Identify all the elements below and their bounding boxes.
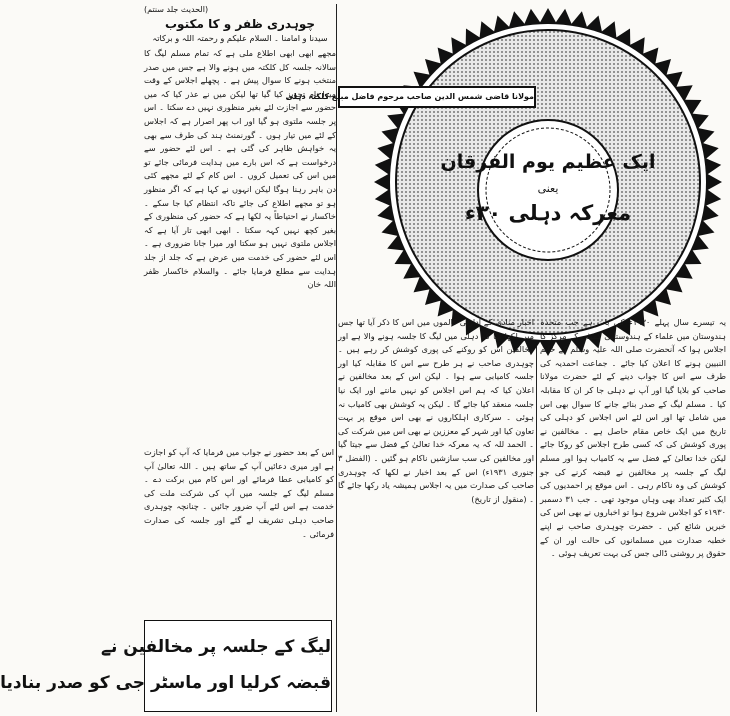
letter-column	[144, 4, 336, 444]
emblem-title-line1: ایک عظیم یوم الفرقان	[440, 151, 656, 173]
author-banner: مولانا قاضی شمس الدین صاحب مرحوم فاضل مبلغ کلکتہ دہلی	[338, 86, 536, 108]
emblem-label-small: یعنی	[537, 182, 559, 195]
column-divider	[336, 4, 337, 712]
letter-body: مجھے ابھی ابھی اطلاع ملی ہے کہ تمام مسلم لیگ کا سالانہ جلسہ کل کلکتہ میں ہونے والا ہے جس میں صدر منتخب ہونے کا سوال پیش ہے ۔ پچھلے اجلاس کے وقت میرا نام تجویز کیا گیا تھا لیکن میں نے عذر کیا کہ میں حضور سے اجازت لئے بغیر منظوری نہیں دے سکتا ۔ اس پر جلسہ ملتوی ہو گیا اور اب پھر اصرار ہے کہ اجلاس کے لئے میں تیار ہوں ۔ گورنمنٹ ہند کی طرف سے بھی یہ خواہش ظاہر کی گئی ہے ۔ اس لئے حضور سے درخواست ہے کہ اس بارے میں ہدایت فرمائی جائے تو میں اس کی تعمیل کروں ۔ اس کام کے لئے مجھے کئی دن باہر رہنا ہوگا لیکن انہوں نے کہا ہے کہ اگر منظور ہو تو مجھے اطلاع کی جائے تاکہ انتظام کیا جا سکے ۔ خاکسار نے احتیاطاً یہ لکھا ہے کہ حضور کی منظوری کے بغیر کچھ نہیں کہہ سکتا ۔ ابھی ابھی تار آیا ہے کہ اجلاس ملتوی نہیں ہو سکتا اور میرا جانا ضروری ہے ۔ اس لئے حضور کی خدمت میں عرض ہے کہ جلد از جلد ہدایت سے مطلع فرمایا جائے ۔ والسلام خاکسار ظفر اللہ خان	[144, 48, 336, 290]
article-column-right: یہ تیسرے سال پہلے ۱۹۳۰ء کی بات ہے جب متحدہ ہندوستان میں علماء کے ہندوستانی کمیٹی کے مرکز کا اجلاس ہوا کہ آنحضرت صلی اللہ علیہ وسلم کے خاتم النبیین ہونے کا اعلان کیا جائے ۔ جماعت احمدیہ کی طرف سے اس کا جواب دینے کے لئے حضرت مولانا صاحب کو بلایا گیا اور آپ نے دہلی جا کر ان کا مقابلہ کیا ۔ مسلم لیگ کے صدر بنائے جانے کا سوال بھی اس میں شامل تھا اور اس لئے اس اجلاس کو دہلی کی تاریخ میں ایک خاص مقام حاصل ہے ۔ مخالفین نے پوری کوشش کی کہ کسی طرح اجلاس کو روکا جائے لیکن خدا تعالیٰ کے فضل سے یہ کامیاب ہوا اور مسلم لیگ کے جلسہ پر مخالفین نے قبضہ کرنے کی جو کوشش کی وہ ناکام رہی ۔ اس موقع پر احمدیوں کی ایک کثیر تعداد بھی وہاں موجود تھی ۔ جب ۳۱ دسمبر ۱۹۳۰ء کو اجلاس شروع ہوا تو اخباروں نے بھی اس کی خبریں شائع کیں ۔ حضرت چوہدری صاحب نے اپنے خطبہ صدارت میں مسلمانوں کی حالت اور ان کے حقوق پر روشنی ڈالی جس کی بہت تعریف ہوئی ۔	[540, 317, 726, 559]
emblem-title-line2: معرکہ دہلی ۳۰ء	[464, 201, 632, 225]
headline-box	[0, 620, 332, 712]
letter-continuation: اس کے بعد حضور نے جواب میں فرمایا کہ آپ کو اجازت ہے اور میری دعائیں آپ کے ساتھ ہیں ۔ اللہ تعالیٰ آپ کو کامیابی عطا فرمائے اور اس کام میں برکت دے ۔ مسلم لیگ کے جلسہ میں آپ کی شرکت ملت کی خدمت ہے اس لئے آپ ضرور جائیں ۔ چنانچہ چوہدری صاحب دہلی تشریف لے گئے اور جلسہ کی صدارت فرمائی ۔	[144, 447, 334, 539]
letter-attribution: (الحدیث جلد سنتم)	[144, 5, 209, 14]
column-divider	[536, 318, 537, 712]
letter-heading: چوہدری ظفر و کا مکتوب	[165, 17, 315, 31]
article-column-middle: اخبار منادی کے ادارتی کالموں میں اس کا ذکر آیا تھا جس میں لکھا تھا کہ دہلی میں لیگ کا جلسہ ہونے والا ہے اور مخالفین اس کو روکنے کی پوری کوشش کر رہے ہیں ۔ چوہدری صاحب نے ہر طرح سے اس کا مقابلہ کیا اور جلسہ کامیابی سے ہوا ۔ لیکن اس کے بعد مخالفین نے اعلان کیا کہ ہم اس اجلاس کو نہیں مانتے اور ایک نیا جلسہ منعقد کیا جائے گا ۔ لیکن یہ کوشش بھی کامیاب نہ ہوئی ۔ سرکاری اہلکاروں نے بھی اس موقع پر بہت تعاون کیا اور شہر کے معززین نے بھی اس میں شرکت کی ۔ الحمد للہ کہ یہ معرکہ خدا تعالیٰ کے فضل سے جیتا گیا اور مخالفین کی سب سازشیں ناکام ہو گئیں ۔ (الفضل ۳ جنوری ۱۹۳۱ء) اس کے بعد اخبار نے لکھا کہ چوہدری صاحب کی صدارت میں یہ اجلاس ہمیشہ یاد رکھا جائے گا ۔ (منقول از تاریخ)	[338, 317, 534, 504]
headline-line1: لیگ کے جلسہ پر مخالفین نے	[101, 637, 331, 657]
headline-line2: قبضہ کرلیا اور ماسٹر جی کو صدر بنادیا	[0, 673, 331, 693]
letter-greeting: سیدنا و امامنا ۔ السلام علیکم و رحمتہ اللہ و برکاتہ	[152, 33, 328, 43]
emblem-seal	[372, 6, 724, 358]
